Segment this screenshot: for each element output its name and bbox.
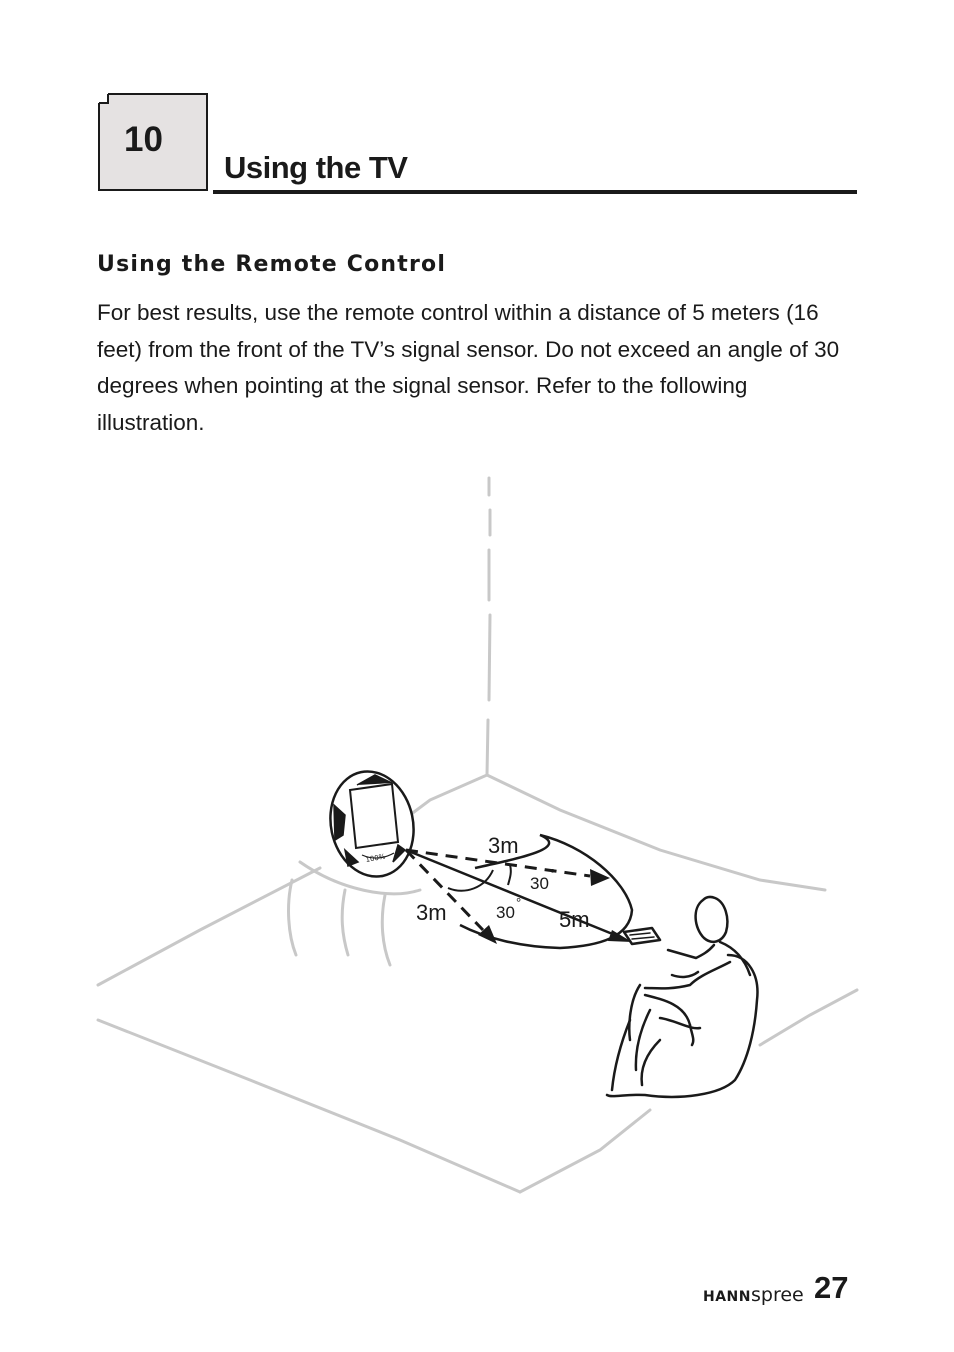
- section-heading: Using the Remote Control: [97, 252, 447, 277]
- footer-brand-logo: [703, 1284, 804, 1306]
- person-with-remote-icon: [607, 897, 757, 1097]
- chapter-number: 10: [124, 120, 163, 159]
- brand-bold-text: HANN: [703, 1289, 751, 1305]
- degree-symbol-lower: °: [516, 895, 522, 910]
- chapter-box-notch: [98, 93, 110, 105]
- tv-dial-text: 100%: [364, 852, 387, 864]
- brand-light-text: spree: [751, 1284, 804, 1306]
- page-number: 27: [814, 1270, 849, 1305]
- body-paragraph: For best results, use the remote control within a distance of 5 meters (16 feet) from the front of the TV’s signal sensor. Do not exceed an angle of 30 degrees when pointing at the signal sensor. Refer to the following illustration.: [97, 300, 840, 435]
- angle-label-lower: 30: [496, 903, 515, 922]
- room-outline: [98, 478, 857, 1192]
- distance-label-3m-left: 3m: [416, 900, 447, 925]
- distance-label-3m-top: 3m: [488, 833, 519, 858]
- angle-label-upper: 30: [530, 874, 549, 893]
- degree-symbol-upper: °: [550, 866, 556, 881]
- distance-label-5m: 5m: [559, 907, 590, 932]
- chapter-title: Using the TV: [224, 150, 408, 185]
- soccer-ball-tv-icon: [321, 764, 423, 885]
- title-underline-rule: [213, 190, 857, 194]
- range-arrows: [406, 835, 632, 948]
- remote-control-range-illustration: [90, 470, 865, 1210]
